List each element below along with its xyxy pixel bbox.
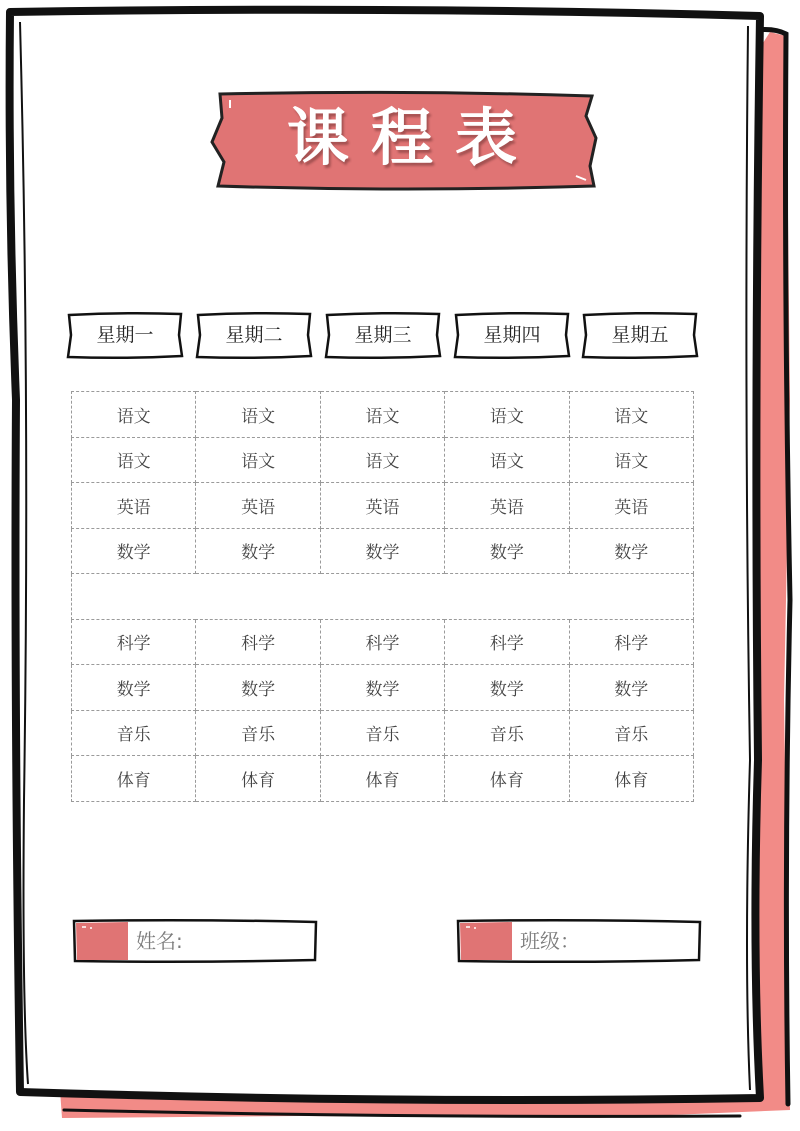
lunch-break-row	[72, 574, 694, 620]
table-cell: 科学	[196, 619, 320, 665]
name-field-shape	[72, 918, 318, 964]
table-cell: 数学	[445, 528, 569, 574]
table-cell: 数学	[72, 528, 196, 574]
table-cell: 语文	[196, 437, 320, 483]
table-cell: 数学	[445, 665, 569, 711]
table-cell: 英语	[320, 483, 444, 529]
table-cell: 语文	[569, 392, 693, 438]
name-field[interactable]	[72, 918, 318, 964]
table-row	[72, 392, 694, 438]
day-label-friday: 星期五	[611, 324, 669, 346]
table-cell: 英语	[445, 483, 569, 529]
day-label-tuesday: 星期二	[225, 324, 283, 346]
schedule-table	[71, 391, 694, 802]
table-cell: 音乐	[72, 710, 196, 756]
day-tab-tuesday	[195, 310, 313, 360]
table-cell: 语文	[72, 392, 196, 438]
table-cell: 英语	[72, 483, 196, 529]
table-cell: 英语	[569, 483, 693, 529]
table-cell: 语文	[569, 437, 693, 483]
table-cell: 数学	[320, 528, 444, 574]
day-label-monday: 星期一	[96, 324, 154, 346]
table-cell: 语文	[320, 437, 444, 483]
table-cell: 科学	[72, 619, 196, 665]
table-cell: 体育	[320, 756, 444, 802]
page-title: 课程表	[286, 101, 539, 174]
table-cell: 语文	[320, 392, 444, 438]
table-cell: 科学	[445, 619, 569, 665]
table-row	[72, 756, 694, 802]
table-cell: 体育	[72, 756, 196, 802]
table-cell: 音乐	[569, 710, 693, 756]
table-row	[72, 528, 694, 574]
table-row	[72, 710, 694, 756]
day-label-thursday: 星期四	[483, 324, 541, 346]
day-tab-monday	[66, 310, 184, 360]
table-cell: 音乐	[196, 710, 320, 756]
table-cell: 数学	[72, 665, 196, 711]
table-row	[72, 665, 694, 711]
class-field[interactable]	[456, 918, 702, 964]
table-cell: 音乐	[320, 710, 444, 756]
table-cell: 语文	[196, 392, 320, 438]
table-cell: 科学	[320, 619, 444, 665]
table-cell: 语文	[445, 437, 569, 483]
table-row	[72, 483, 694, 529]
day-label-wednesday: 星期三	[354, 324, 412, 346]
table-cell: 科学	[569, 619, 693, 665]
table-cell: 数学	[569, 665, 693, 711]
table-row	[72, 437, 694, 483]
day-tab-friday	[581, 310, 699, 360]
table-cell: 数学	[569, 528, 693, 574]
name-label: 姓名:	[136, 929, 183, 953]
table-cell: 英语	[196, 483, 320, 529]
table-cell: 语文	[72, 437, 196, 483]
table-cell: 体育	[445, 756, 569, 802]
lunch-break-cell	[72, 574, 694, 620]
table-cell: 音乐	[445, 710, 569, 756]
title-banner	[206, 88, 598, 192]
class-label: 班级：	[520, 929, 580, 953]
table-cell: 数学	[196, 665, 320, 711]
table-row	[72, 619, 694, 665]
table-cell: 语文	[445, 392, 569, 438]
table-cell: 数学	[320, 665, 444, 711]
day-tab-wednesday	[324, 310, 442, 360]
table-cell: 体育	[569, 756, 693, 802]
table-cell: 数学	[196, 528, 320, 574]
table-cell: 体育	[196, 756, 320, 802]
day-tab-thursday	[453, 310, 571, 360]
